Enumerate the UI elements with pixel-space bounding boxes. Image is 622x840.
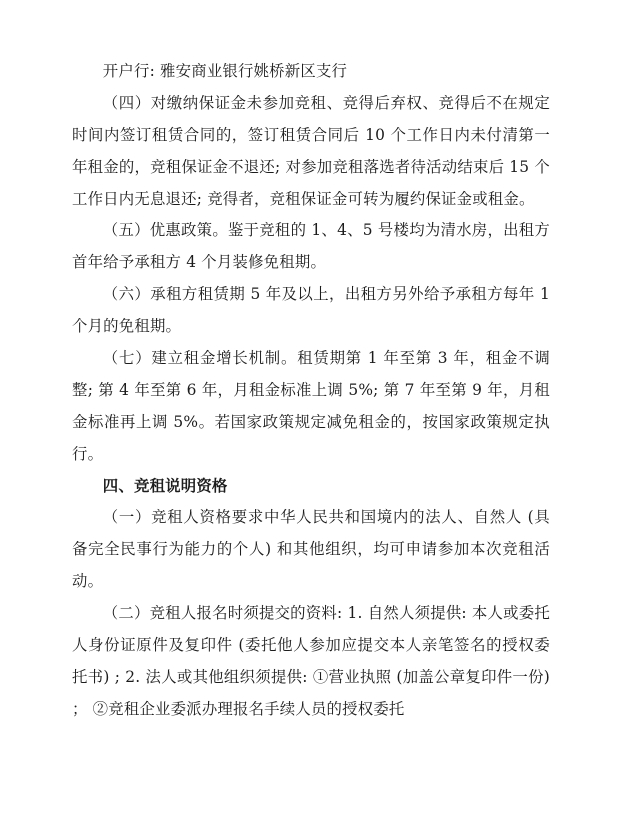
paragraph-section4-clause-1: （一）竞租人资格要求中华人民共和国境内的法人、自然人 (具备完全民事行为能力的个人) 和其他组织，均可申请参加本次竞租活动。 (72, 508, 550, 591)
paragraph-clause-4: （四）对缴纳保证金未参加竞租、竞得后弃权、竞得后不在规定时间内签订租赁合同的，签订租赁合同后 10 个工作日内未付清第一年租金的，竞租保证金不退还; 对参加竞租落选者待活动结束后 15 个工作日内无息退还; 竞得者，竞租保证金可转为履约保证金或租金。 (72, 93, 550, 208)
document-body (72, 56, 550, 726)
paragraph-bank-line: 开户行: 雅安商业银行姚桥新区支行 (102, 62, 348, 80)
paragraph-clause-5: （五）优惠政策。鉴于竞租的 1、4、5 号楼均为清水房，出租方首年给予承租方 4 个月装修免租期。 (72, 221, 550, 272)
paragraph-clause-6: （六）承租方租赁期 5 年及以上，出租方另外给予承租方每年 1 个月的免租期。 (72, 285, 550, 336)
paragraph-section4-clause-2: （二）竞租人报名时须提交的资料: 1. 自然人须提供: 本人或委托人身份证原件及复印件 (委托他人参加应提交本人亲笔签名的授权委托书) ; 2. 法人或其他组织须提供: ①营业执照 (加盖公章复印件一份) ； ②竞租企业委派办理报名手续人员的授权委托 (72, 604, 550, 718)
section-heading-4: 四、竞租说明资格 (102, 476, 228, 495)
paragraph-clause-7: （七）建立租金增长机制。租赁期第 1 年至第 3 年，租金不调整; 第 4 年至第 6 年，月租金标准上调 5%; 第 7 年至第 9 年，月租金标准再上调 5%。若国家政策规定减免租金的，按国家政策规定执行。 (72, 349, 550, 463)
